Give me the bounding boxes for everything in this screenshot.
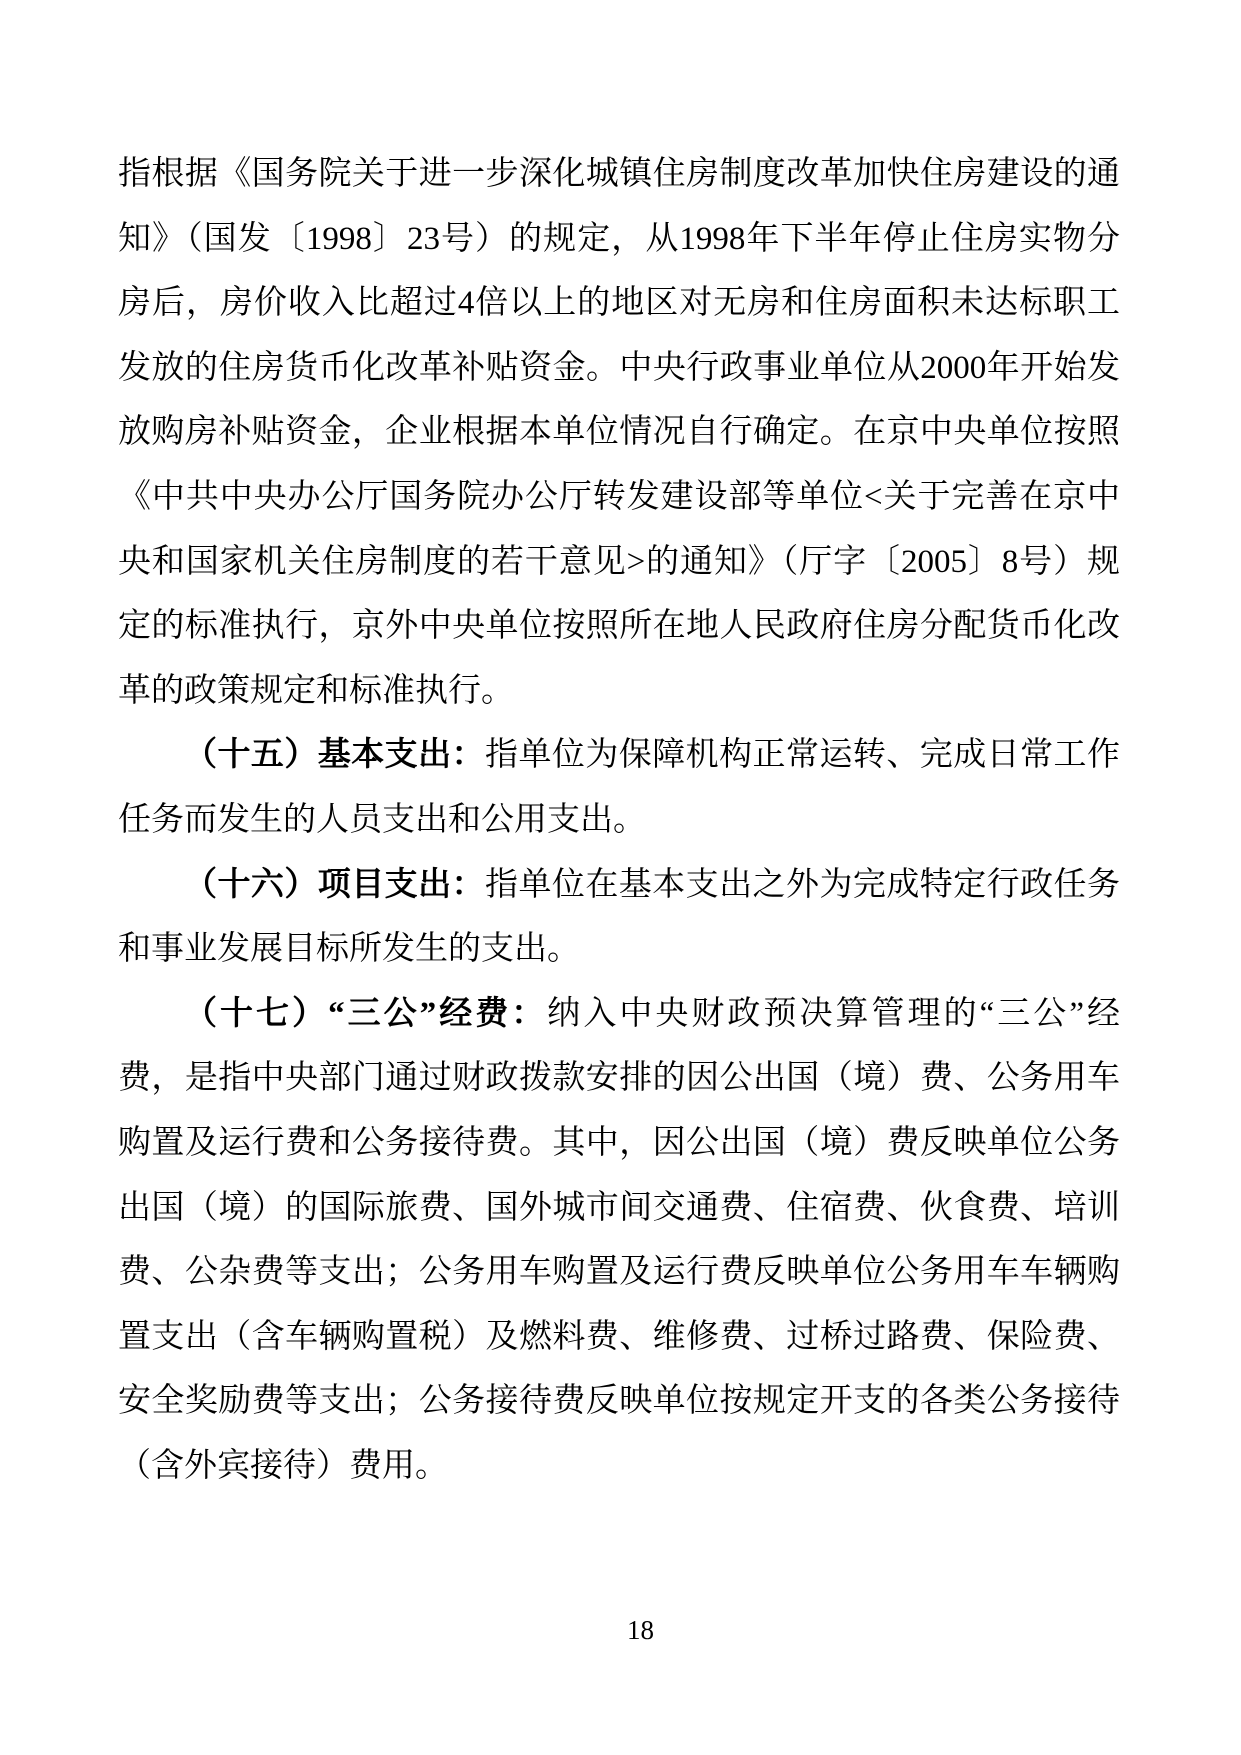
text-line: 出国（境）的国际旅费、国外城市间交通费、住宿费、伙食费、培训 bbox=[118, 1189, 1120, 1226]
text-line: 费、公杂费等支出；公务用车购置及运行费反映单位公务用车车辆购 bbox=[118, 1254, 1120, 1291]
line-text: 指单位为保障机构正常运转、完成日常工作 bbox=[485, 737, 1120, 774]
text-line bbox=[118, 723, 1120, 788]
text-line: 和事业发展目标所发生的支出。 bbox=[118, 931, 580, 968]
text-line: 知》（国发〔1998〕23号）的规定，从1998年下半年停止住房实物分 bbox=[118, 220, 1120, 257]
page-number: 18 bbox=[627, 1615, 654, 1645]
text-line: 发放的住房货币化改革补贴资金。中央行政事业单位从2000年开始发 bbox=[118, 349, 1120, 386]
text-line: 安全奖励费等支出；公务接待费反映单位按规定开支的各类公务接待 bbox=[118, 1383, 1120, 1420]
text-line: 费，是指中央部门通过财政拨款安排的因公出国（境）费、公务用车 bbox=[118, 1060, 1120, 1097]
text-line: 定的标准执行，京外中央单位按照所在地人民政府住房分配货币化改 bbox=[118, 608, 1120, 645]
section-heading: （十六）项目支出： bbox=[184, 866, 485, 903]
section-heading: （十七）“三公”经费： bbox=[184, 995, 548, 1032]
text-line: 指根据《国务院关于进一步深化城镇住房制度改革加快住房建设的通 bbox=[118, 156, 1120, 192]
text-line: 任务而发生的人员支出和公用支出。 bbox=[118, 801, 646, 838]
section-heading: （十五）基本支出： bbox=[184, 737, 485, 774]
line-text: 指单位在基本支出之外为完成特定行政任务 bbox=[485, 866, 1120, 903]
page-body bbox=[118, 142, 1120, 1498]
text-line bbox=[118, 853, 1120, 918]
text-line: 央和国家机关住房制度的若干意见>的通知》（厅字〔2005〕8号）规 bbox=[118, 543, 1120, 580]
text-line: 房后，房价收入比超过4倍以上的地区对无房和住房面积未达标职工 bbox=[118, 285, 1120, 322]
text-line: 购置及运行费和公务接待费。其中，因公出国（境）费反映单位公务 bbox=[118, 1124, 1120, 1161]
text-line: 革的政策规定和标准执行。 bbox=[118, 672, 514, 709]
text-line: 放购房补贴资金，企业根据本单位情况自行确定。在京中央单位按照 bbox=[118, 414, 1120, 451]
text-line: 《中共中央办公厅国务院办公厅转发建设部等单位<关于完善在京中 bbox=[118, 478, 1120, 515]
text-line: 置支出（含车辆购置税）及燃料费、维修费、过桥过路费、保险费、 bbox=[118, 1318, 1120, 1355]
text-line: （含外宾接待）费用。 bbox=[118, 1447, 448, 1484]
text-line bbox=[118, 982, 1120, 1047]
line-text: 纳入中央财政预决算管理的“三公”经 bbox=[547, 995, 1121, 1032]
